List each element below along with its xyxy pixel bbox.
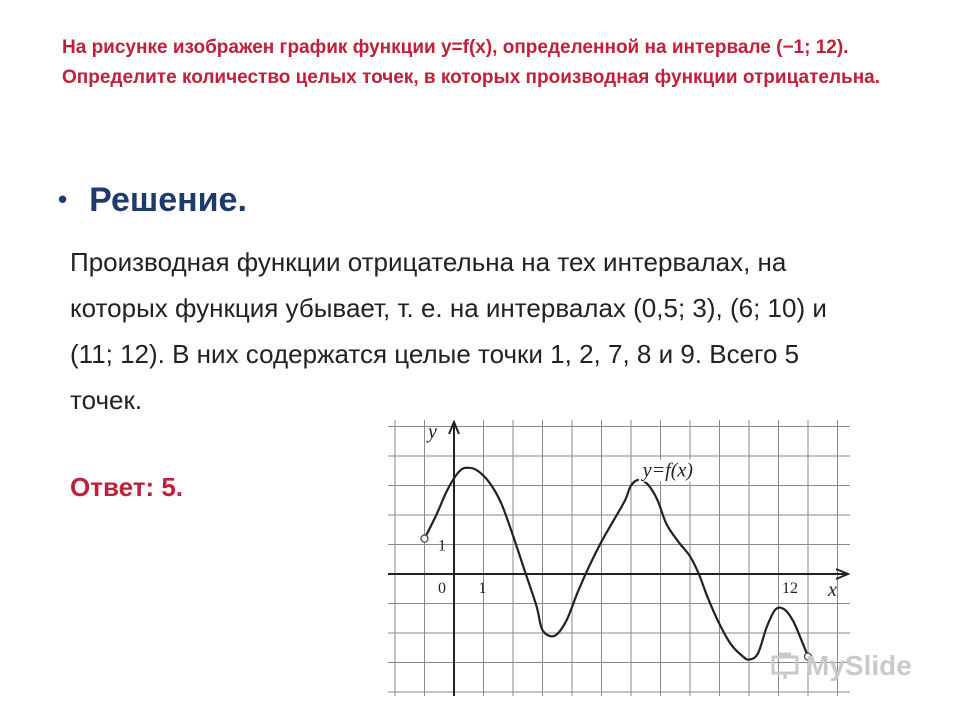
x-axis-label: x [828,579,837,601]
origin-label: 0 [438,580,446,597]
watermark-text: MySlide [806,650,912,681]
y-tick-1-label: 1 [438,537,446,555]
y-axis-label: y [428,421,437,443]
function-label: y=f(x) [642,459,693,482]
open-endpoint-left [421,535,428,542]
x-tick-12-label: 12 [782,580,798,597]
problem-statement: На рисунке изображен график функции y=f(x), определенной на интервале (−1; 12). Определите количество целых точек, в которых производная функции отрицательна. [62,37,881,88]
solution-text: Производная функции отрицательна на тех интервалах, на которых функция убывает, т. е. на интервалах (0,5; 3), (6; 10) и (11; 12). В них содержатся целые точки 1, 2, 7, 8 и 9. Всего 5 точек. [70,247,827,415]
solution-heading-text: Решение. [89,181,247,219]
watermark [770,650,912,682]
function-curve [425,468,809,660]
x-tick-1-label: 1 [478,580,487,597]
answer-text: Ответ: 5. [70,472,184,502]
bullet-icon: • [58,184,68,214]
solution-heading [58,178,247,224]
presentation-icon [770,651,800,681]
